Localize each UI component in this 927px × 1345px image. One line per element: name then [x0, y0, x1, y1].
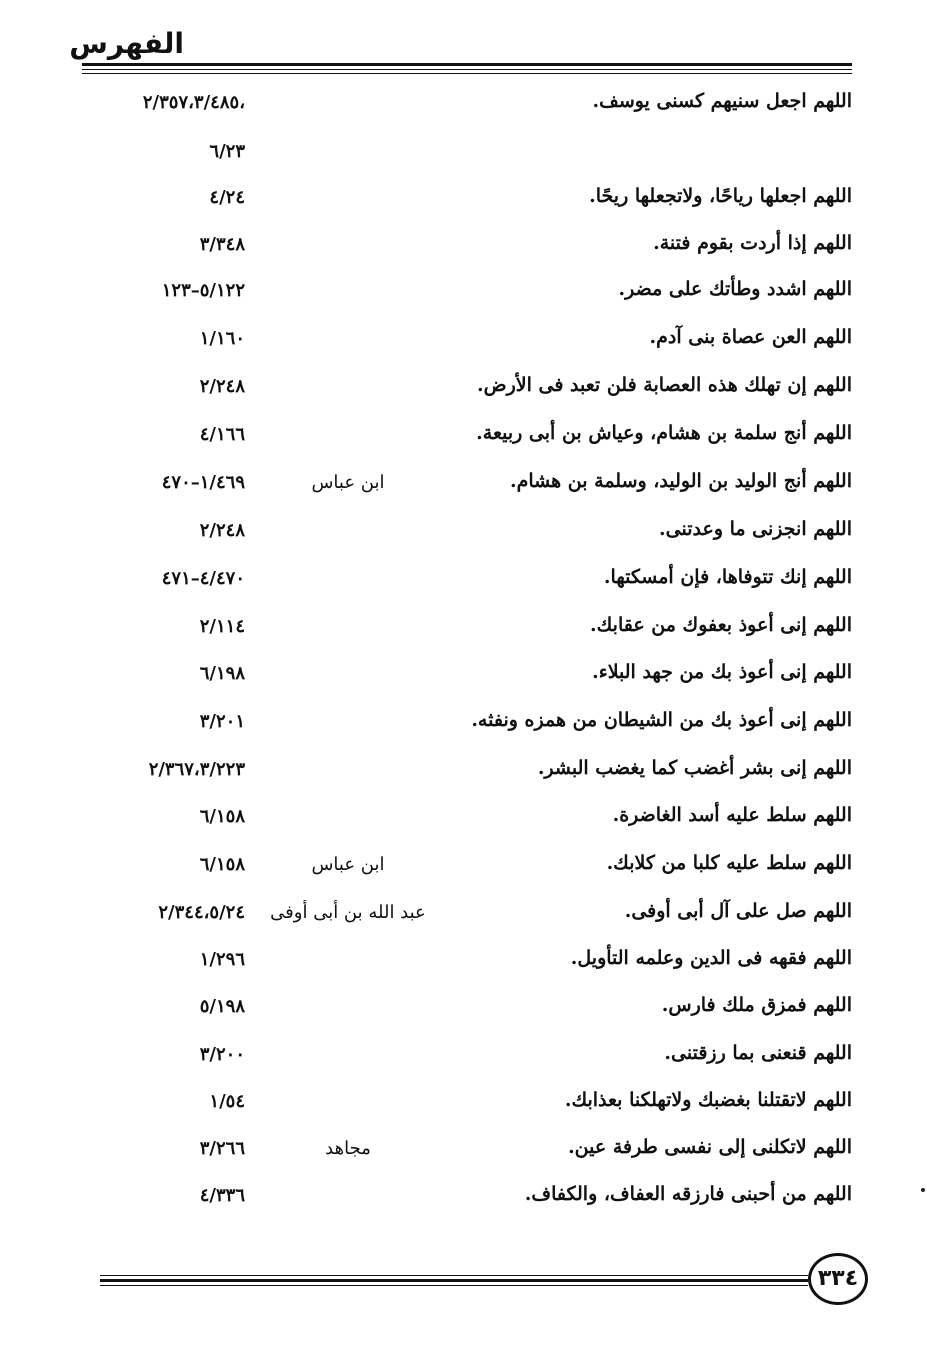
entry-reference: ٤/١٦٦ [199, 424, 245, 445]
entry-text: اللهم أنج الوليد بن الوليد، وسلمة بن هشام. [510, 470, 852, 492]
entry-reference: ٢/٣٦٧،٣/٢٢٣ [148, 759, 245, 780]
entry-reference: ١/١٦٠ [199, 328, 245, 349]
entry-text: اللهم العن عصاة بنى آدم. [649, 326, 852, 348]
entry-text: اللهم إذا أردت بقوم فتنة. [653, 232, 852, 254]
index-entry [0, 609, 927, 649]
entry-reference: ١/٢٩٦ [199, 949, 245, 970]
entry-narrator: مجاهد [325, 1138, 371, 1159]
entry-reference: ٦/١٩٨ [199, 663, 245, 684]
entry-text: اللهم سلط عليه كلبا من كلابك. [606, 852, 852, 874]
entry-reference: ٢/٣٥٧،٣/٤٨٥، [142, 92, 245, 113]
entry-text: اللهم إنى أعوذ بعفوك من عقابك. [590, 614, 852, 636]
entry-text: اللهم لاتكلنى إلى نفسى طرفة عين. [568, 1136, 852, 1158]
index-entry [0, 942, 927, 982]
index-entry [0, 85, 927, 125]
index-entry [0, 704, 927, 744]
index-entry [0, 369, 927, 409]
index-entry [0, 1178, 927, 1218]
entry-reference: ٥/١٩٨ [199, 996, 245, 1017]
entry-reference: ٢/٢٤٨ [199, 376, 245, 397]
entry-reference: ٢/٢٤٨ [199, 520, 245, 541]
entry-reference: ١/٥٤ [209, 1091, 245, 1112]
entry-narrator: ابن عباس [311, 854, 385, 875]
page-title: الفهرس [69, 27, 184, 60]
entry-text: اللهم إن تهلك هذه العصابة فلن تعبد فى الأرض. [477, 374, 852, 396]
entry-text: اللهم أنج سلمة بن هشام، وعياش بن أبى ربيعة. [476, 422, 852, 444]
entry-text: اللهم اجعل سنيهم كسنى يوسف. [592, 90, 852, 112]
index-entry [0, 465, 927, 505]
entry-reference: ٣/٢٠١ [199, 711, 245, 732]
entry-text: اللهم قنعنى بما رزقتنى. [664, 1042, 852, 1064]
entry-text: اللهم إنى أعوذ بك من الشيطان من همزه ونفثه. [471, 709, 852, 731]
entry-reference: ٦/١٥٨ [199, 854, 245, 875]
entry-reference: ٥/١٢٢–١٢٣ [161, 280, 245, 301]
index-entry [0, 134, 927, 174]
index-entry [0, 847, 927, 887]
index-entry [0, 417, 927, 457]
entry-text: اللهم لاتقتلنا بغضبك ولاتهلكنا بعذابك. [564, 1089, 852, 1111]
entry-reference: ٣/٢٠٠ [199, 1044, 245, 1065]
entry-text: اللهم صل على آل أبى أوفى. [624, 900, 852, 922]
footer-rule-thin [100, 1285, 808, 1286]
page-number: ٣٣٤ [808, 1253, 868, 1305]
index-entry [0, 752, 927, 792]
entry-reference: ٦/١٥٨ [199, 806, 245, 827]
entry-reference: ٤/٣٣٦ [199, 1185, 245, 1206]
entry-text: اللهم فمزق ملك فارس. [661, 994, 852, 1016]
entry-text: اللهم إنى أعوذ بك من جهد البلاء. [592, 661, 852, 683]
entry-narrator: عبد الله بن أبى أوفى [270, 902, 426, 923]
index-entry [0, 273, 927, 313]
entry-reference: ١/٤٦٩–٤٧٠ [161, 472, 245, 493]
entry-reference: ٣/٢٦٦ [199, 1138, 245, 1159]
index-entry [0, 513, 927, 553]
index-entry [0, 799, 927, 839]
scan-speck [921, 1188, 925, 1192]
entry-text: اللهم اشدد وطأتك على مضر. [618, 278, 852, 300]
entry-text: اللهم فقهه فى الدين وعلمه التأويل. [570, 947, 852, 969]
index-entry [0, 561, 927, 601]
entry-text: اللهم إنك تتوفاها، فإن أمسكتها. [603, 566, 852, 588]
entry-reference: ٢/١١٤ [199, 616, 245, 637]
entry-reference: ٢/٣٤٤،٥/٢٤ [158, 902, 245, 923]
entry-text: اللهم انجزنى ما وعدتنى. [659, 518, 852, 540]
entry-reference: ٦/٢٣ [209, 141, 245, 162]
index-entry [0, 180, 927, 220]
index-entry [0, 1084, 927, 1124]
entry-reference: ٤/٢٤ [209, 187, 245, 208]
entry-text: اللهم من أحبنى فارزقه العفاف، والكفاف. [524, 1183, 852, 1205]
entry-reference: ٣/٣٤٨ [199, 234, 245, 255]
index-entry [0, 989, 927, 1029]
index-entry [0, 656, 927, 696]
entry-text: اللهم سلط عليه أسد الغاضرة. [612, 804, 852, 826]
index-entry [0, 227, 927, 267]
index-entry [0, 895, 927, 935]
index-entry [0, 1131, 927, 1171]
index-entry [0, 1037, 927, 1077]
entry-reference: ٤/٤٧٠–٤٧١ [161, 568, 245, 589]
entry-text: اللهم اجعلها رياحًا، ولاتجعلها ريحًا. [589, 185, 852, 207]
index-entry [0, 321, 927, 361]
footer-rule-thin [100, 1275, 808, 1276]
entry-narrator: ابن عباس [311, 472, 385, 493]
footer-rule-thick [100, 1279, 808, 1282]
entry-text: اللهم إنى بشر أغضب كما يغضب البشر. [537, 757, 852, 779]
